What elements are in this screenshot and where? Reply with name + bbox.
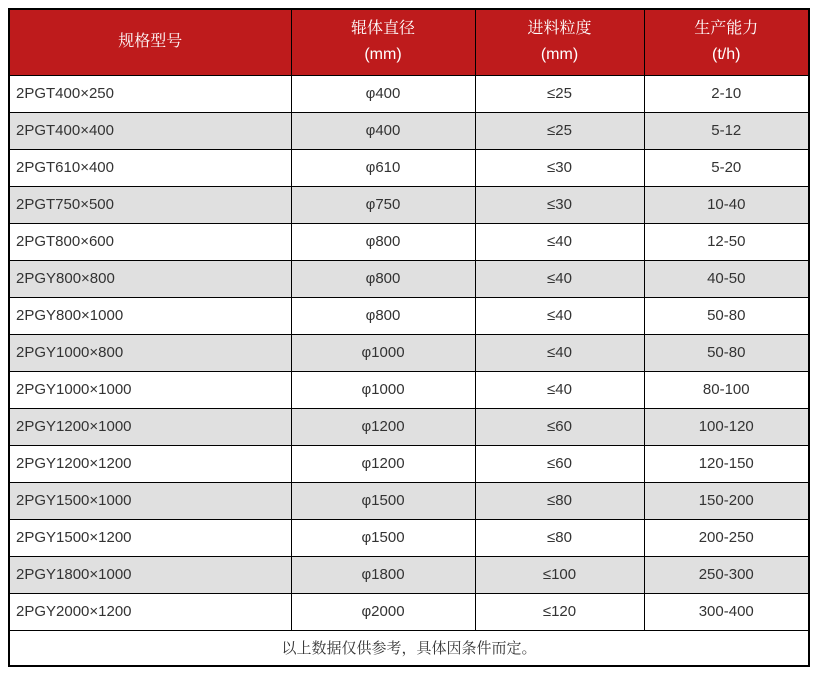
header-model-label: 规格型号 — [118, 33, 183, 51]
cell-roller-diameter: φ800 — [291, 297, 475, 334]
cell-feed-size: ≤40 — [475, 223, 644, 260]
table-body — [9, 75, 809, 630]
table-row — [9, 260, 809, 297]
cell-feed-size: ≤30 — [475, 186, 644, 223]
cell-capacity: 40-50 — [644, 260, 809, 297]
table-row — [9, 149, 809, 186]
cell-feed-size: ≤40 — [475, 371, 644, 408]
cell-feed-size: ≤80 — [475, 482, 644, 519]
cell-feed-size: ≤80 — [475, 519, 644, 556]
cell-roller-diameter: φ1500 — [291, 519, 475, 556]
table-row — [9, 519, 809, 556]
table-row — [9, 334, 809, 371]
cell-feed-size: ≤100 — [475, 556, 644, 593]
cell-capacity: 80-100 — [644, 371, 809, 408]
cell-model: 2PGY1200×1000 — [9, 408, 291, 445]
cell-feed-size: ≤40 — [475, 260, 644, 297]
cell-model: 2PGY1500×1000 — [9, 482, 291, 519]
cell-roller-diameter: φ1200 — [291, 445, 475, 482]
cell-model: 2PGT400×250 — [9, 75, 291, 112]
header-feed-size-label: 进料粒度 — [527, 20, 592, 38]
table-row — [9, 223, 809, 260]
cell-capacity: 150-200 — [644, 482, 809, 519]
cell-model: 2PGY2000×1200 — [9, 593, 291, 630]
cell-roller-diameter: φ1800 — [291, 556, 475, 593]
table-row — [9, 75, 809, 112]
cell-capacity: 12-50 — [644, 223, 809, 260]
cell-model: 2PGY800×1000 — [9, 297, 291, 334]
cell-capacity: 5-20 — [644, 149, 809, 186]
cell-capacity: 200-250 — [644, 519, 809, 556]
header-row — [9, 9, 809, 75]
table-row — [9, 297, 809, 334]
cell-model: 2PGY1800×1000 — [9, 556, 291, 593]
cell-capacity: 250-300 — [644, 556, 809, 593]
cell-model: 2PGY800×800 — [9, 260, 291, 297]
cell-capacity: 50-80 — [644, 334, 809, 371]
cell-roller-diameter: φ1500 — [291, 482, 475, 519]
header-roller-diameter-unit: (mm) — [364, 46, 402, 64]
cell-capacity: 50-80 — [644, 297, 809, 334]
cell-feed-size: ≤60 — [475, 445, 644, 482]
cell-roller-diameter: φ1000 — [291, 371, 475, 408]
cell-roller-diameter: φ610 — [291, 149, 475, 186]
cell-model: 2PGY1200×1200 — [9, 445, 291, 482]
table-row — [9, 186, 809, 223]
cell-model: 2PGY1500×1200 — [9, 519, 291, 556]
cell-model: 2PGY1000×1000 — [9, 371, 291, 408]
cell-roller-diameter: φ750 — [291, 186, 475, 223]
table-row — [9, 371, 809, 408]
cell-model: 2PGT750×500 — [9, 186, 291, 223]
cell-capacity: 10-40 — [644, 186, 809, 223]
cell-model: 2PGT400×400 — [9, 112, 291, 149]
footnote-text: 以上数据仅供参考，具体因条件而定。 — [9, 630, 809, 666]
cell-feed-size: ≤40 — [475, 334, 644, 371]
spec-table — [8, 8, 810, 667]
cell-roller-diameter: φ400 — [291, 75, 475, 112]
header-feed-size-unit: (mm) — [540, 46, 579, 64]
cell-feed-size: ≤40 — [475, 297, 644, 334]
cell-roller-diameter: φ800 — [291, 223, 475, 260]
cell-model: 2PGT610×400 — [9, 149, 291, 186]
cell-roller-diameter: φ1000 — [291, 334, 475, 371]
header-roller-diameter — [291, 9, 475, 75]
header-roller-diameter-label: 辊体直径 — [350, 20, 415, 38]
cell-roller-diameter: φ1200 — [291, 408, 475, 445]
cell-roller-diameter: φ400 — [291, 112, 475, 149]
cell-roller-diameter: φ800 — [291, 260, 475, 297]
cell-feed-size: ≤25 — [475, 75, 644, 112]
cell-feed-size: ≤60 — [475, 408, 644, 445]
header-model — [9, 9, 291, 75]
table-row — [9, 482, 809, 519]
cell-feed-size: ≤30 — [475, 149, 644, 186]
table-row — [9, 112, 809, 149]
table-row — [9, 408, 809, 445]
cell-roller-diameter: φ2000 — [291, 593, 475, 630]
table-row — [9, 593, 809, 630]
cell-capacity: 300-400 — [644, 593, 809, 630]
header-capacity — [644, 9, 809, 75]
cell-capacity: 2-10 — [644, 75, 809, 112]
cell-feed-size: ≤25 — [475, 112, 644, 149]
table-row — [9, 556, 809, 593]
cell-capacity: 5-12 — [644, 112, 809, 149]
footnote-row — [9, 630, 809, 666]
header-capacity-label: 生产能力 — [694, 20, 759, 38]
table-row — [9, 445, 809, 482]
cell-model: 2PGY1000×800 — [9, 334, 291, 371]
cell-capacity: 100-120 — [644, 408, 809, 445]
cell-feed-size: ≤120 — [475, 593, 644, 630]
header-capacity-unit: (t/h) — [712, 46, 741, 64]
cell-model: 2PGT800×600 — [9, 223, 291, 260]
cell-capacity: 120-150 — [644, 445, 809, 482]
header-feed-size — [475, 9, 644, 75]
